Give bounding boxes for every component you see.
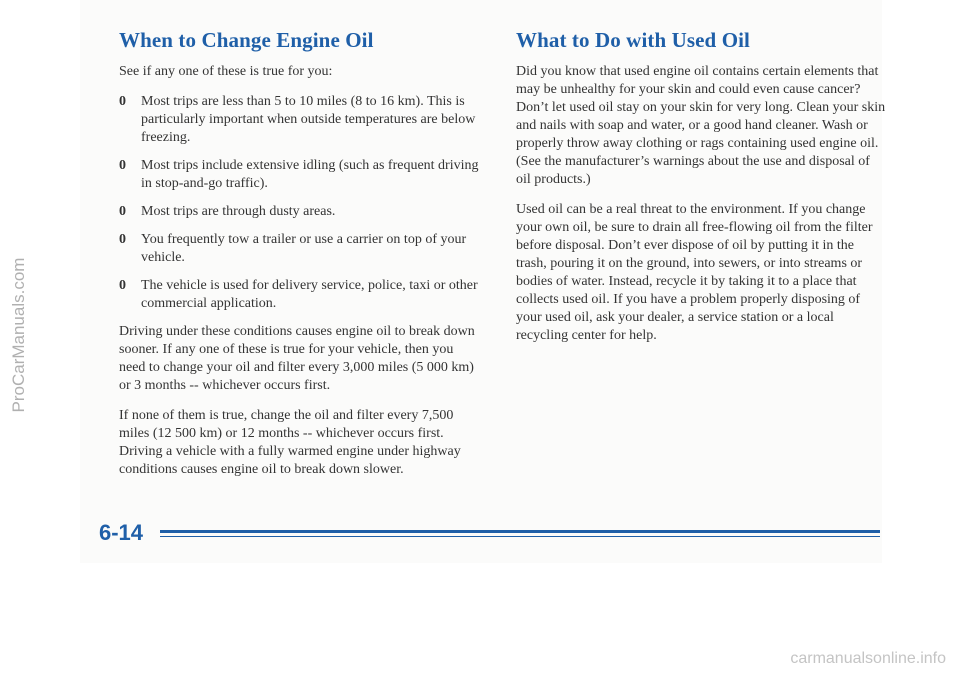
footer-watermark: carmanualsonline.info: [790, 650, 946, 667]
list-item: [119, 231, 481, 267]
footer-rule-thick: [160, 530, 880, 533]
left-column: [119, 28, 481, 491]
page-number: 6-14: [99, 520, 144, 545]
bullet-marker: 0: [119, 204, 126, 219]
left-intro: See if any one of these is true for you:: [119, 64, 333, 79]
list-item: [119, 93, 481, 147]
right-column: [516, 28, 886, 357]
right-heading: What to Do with Used Oil: [516, 28, 750, 52]
bullet-marker: 0: [119, 232, 126, 247]
list-item: [119, 277, 481, 313]
right-paragraph-1: Did you know that used engine oil contains certain elements that may be unhealthy for your skin and could even cause cancer? Don’t let used oil stay on your skin for very long. Clean your skin and nails with soap and water, or a good hand cleaner. Wash or properly throw away clothing or rags containing used engine oil. (See the manufacturer’s warnings about the use and disposal of oil products.): [516, 64, 886, 187]
side-watermark-text: ProCarManuals.com: [9, 257, 28, 413]
side-watermark: [0, 0, 28, 676]
right-paragraph-2: Used oil can be a real threat to the environment. If you change your own oil, be sure to drain all free-flowing oil from the filter before disposal. Don’t ever dispose of oil by putting it in the trash, pouring it on the ground, into sewers, or into streams or bodies of water. Instead, recycle it by taking it to a place that collects used oil. If you have a problem properly disposing of your used oil, ask your dealer, a service station or a local recycling center for help.: [516, 202, 873, 343]
bullet-text: You frequently tow a trailer or use a carrier on top of your vehicle.: [141, 232, 467, 265]
bullet-text: Most trips include extensive idling (such as frequent driving in stop-and-go traffic).: [141, 158, 479, 191]
footer-rule-thin: [160, 536, 880, 537]
list-item: [119, 203, 481, 221]
bullet-text: Most trips are less than 5 to 10 miles (8 to 16 km). This is particularly important when outside temperatures are below freezing.: [141, 94, 476, 145]
left-paragraph-2: If none of them is true, change the oil and filter every 7,500 miles (12 500 km) or 12 months -- whichever occurs first. Driving a vehicle with a fully warmed engine under highway conditions causes engine oil to break down slower.: [119, 408, 461, 477]
left-heading: When to Change Engine Oil: [119, 28, 374, 52]
bullet-text: Most trips are through dusty areas.: [141, 204, 336, 219]
list-item: [119, 157, 481, 193]
left-paragraph-1: Driving under these conditions causes engine oil to break down sooner. If any one of these is true for your vehicle, then you need to change your oil and filter every 3,000 miles (5 000 km) or 3 months -- whichever occurs first.: [119, 324, 475, 393]
bullet-marker: 0: [119, 94, 126, 109]
bullet-text: The vehicle is used for delivery service, police, taxi or other commercial application.: [141, 278, 478, 311]
bullet-marker: 0: [119, 278, 126, 293]
bullet-marker: 0: [119, 158, 126, 173]
